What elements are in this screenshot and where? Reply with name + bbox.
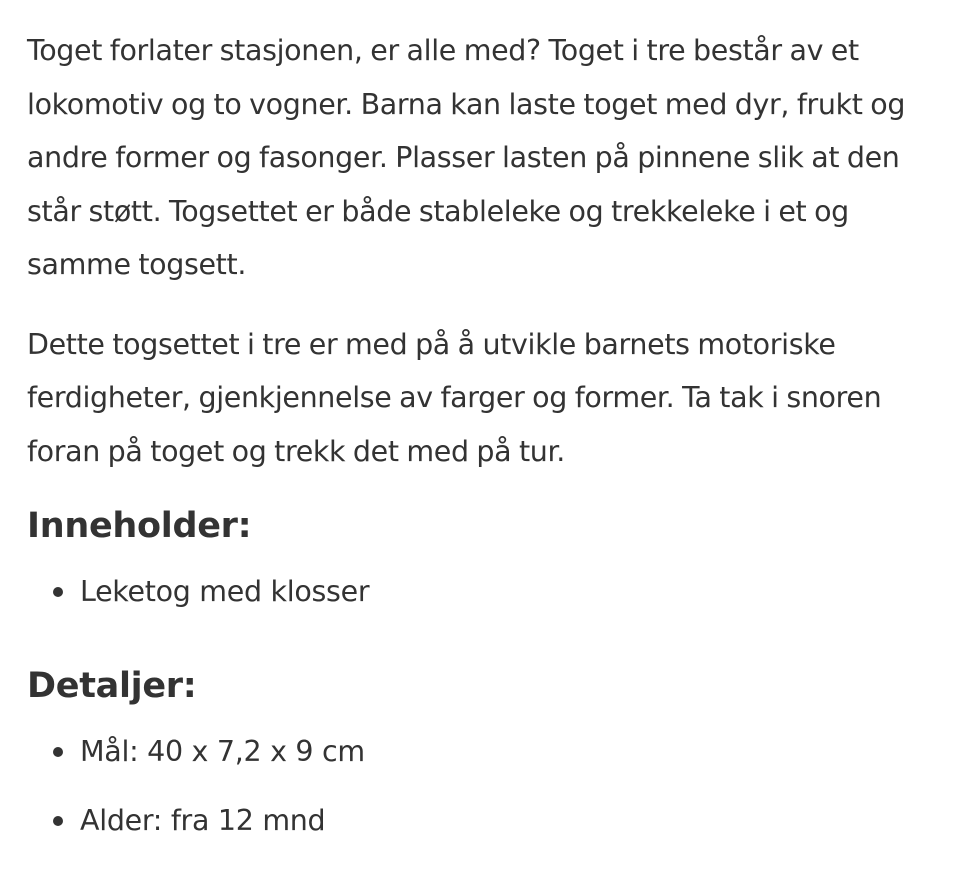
description-paragraph-1: Toget forlater stasjonen, er alle med? Toget i tre består av et lokomotiv og to vogner. Barna kan laste toget med dyr, frukt og andre former og fasonger. Plasser lasten på pinnene slik at den står støtt. Togsettet er både stableleke og trekkeleke i et og samme togsett. bbox=[27, 34, 906, 281]
description-paragraph-2: Dette togsettet i tre er med på å utvikle barnets motoriske ferdigheter, gjenkjennelse av farger og former. Ta tak i snoren foran på toget og trekk det med på tur. bbox=[27, 327, 882, 468]
list-item-text: Alder: fra 12 mnd bbox=[80, 804, 326, 837]
contents-list bbox=[27, 570, 932, 614]
bullet-icon bbox=[53, 587, 63, 597]
details-list bbox=[27, 730, 932, 843]
list-item-text: Mål: 40 x 7,2 x 9 cm bbox=[80, 735, 365, 768]
bullet-icon bbox=[53, 816, 63, 826]
list-item-text: Leketog med klosser bbox=[80, 575, 370, 608]
list-item bbox=[27, 799, 932, 843]
contents-heading: Inneholder: bbox=[27, 506, 252, 546]
bullet-icon bbox=[53, 747, 63, 757]
list-item bbox=[27, 730, 932, 774]
details-heading: Detaljer: bbox=[27, 666, 197, 706]
list-item bbox=[27, 570, 932, 614]
